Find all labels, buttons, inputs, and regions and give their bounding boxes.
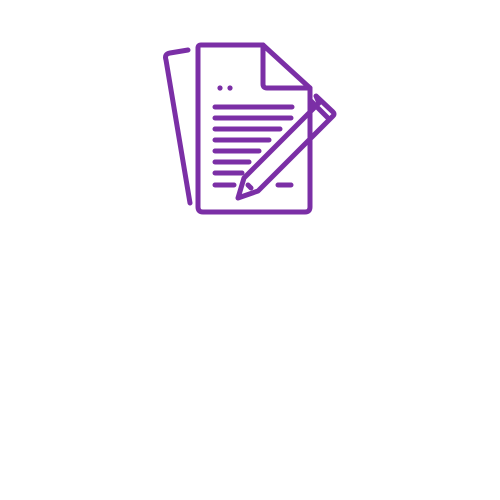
- dot-1: [217, 85, 222, 90]
- dot-2: [227, 85, 232, 90]
- text-lines: [215, 107, 292, 185]
- back-sheet: [166, 50, 191, 203]
